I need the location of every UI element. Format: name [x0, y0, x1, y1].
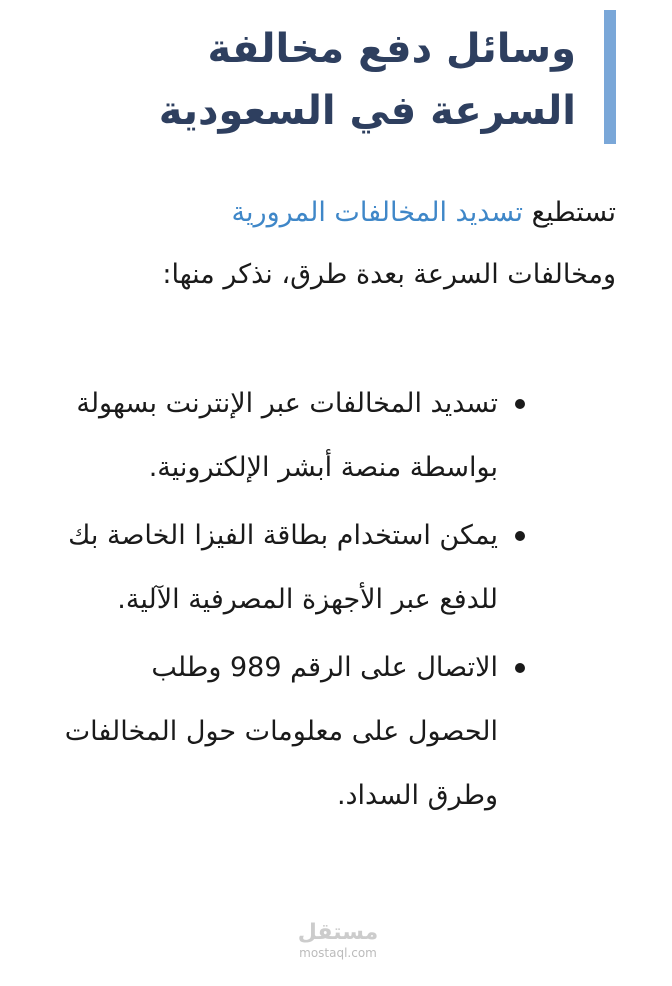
list-item	[56, 372, 616, 500]
bullet-dot-icon	[515, 531, 525, 541]
bullet-dot-icon	[515, 399, 525, 409]
article-heading	[146, 10, 576, 142]
bullet-dot-icon	[515, 663, 525, 673]
intro-prefix: تستطيع	[523, 197, 616, 228]
article-heading-block	[146, 10, 616, 144]
traffic-violations-link[interactable]: تسديد المخالفات المرورية	[231, 197, 523, 228]
intro-suffix: ومخالفات السرعة بعدة طرق، نذكر منها:	[162, 259, 616, 290]
list-item-text: تسديد المخالفات عبر الإنترنت بسهولة بواسطة منصة أبشر الإلكترونية.	[76, 388, 498, 483]
heading-line-2: السرعة في السعودية	[158, 88, 576, 134]
mostaql-watermark	[292, 920, 384, 960]
list-item	[56, 504, 616, 632]
list-item-text: الاتصال على الرقم 989 وطلب الحصول على معلومات حول المخالفات وطرق السداد.	[64, 652, 498, 811]
payment-methods-list	[56, 372, 616, 832]
list-item	[56, 636, 616, 828]
watermark-arabic: مستقل	[297, 920, 379, 945]
watermark-domain: mostaql.com	[299, 946, 377, 960]
heading-line-1: وسائل دفع مخالفة	[207, 26, 576, 72]
intro-paragraph	[56, 182, 616, 306]
list-item-text: يمكن استخدام بطاقة الفيزا الخاصة بك للدفع عبر الأجهزة المصرفية الآلية.	[68, 520, 498, 615]
